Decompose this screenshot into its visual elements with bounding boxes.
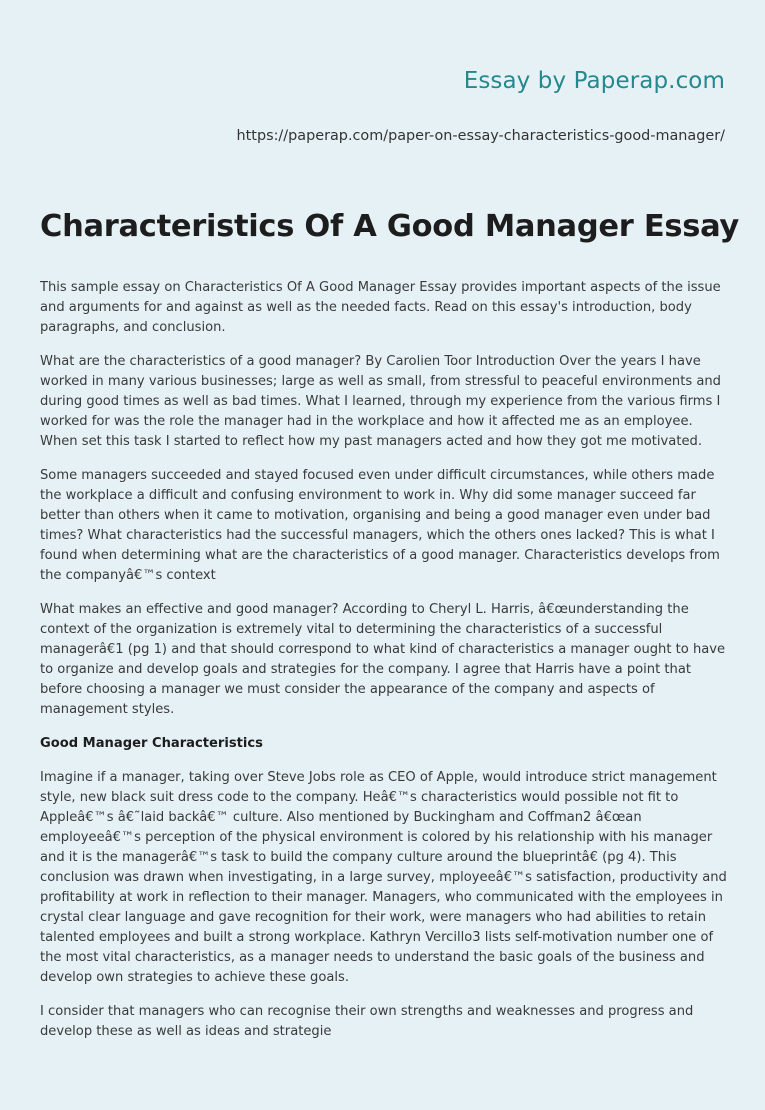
article-body xyxy=(40,278,730,1056)
body-paragraph: Imagine if a manager, taking over Steve Jobs role as CEO of Apple, would introduce strict management style, new black suit dress code to the company. Heâ€™s characteristics would possible not fit to Appleâ€™s â€˜laid backâ€™ culture. Also mentioned by Buckingham and Coffman2 â€œan employeeâ€™s perception of the physical environment is colored by his relationship with his manager and it is the managerâ€™s task to build the company culture around the blueprintâ€ (pg 4). This conclusion was drawn when investigating, in a large survey, mployeeâ€™s satisfaction, productivity and profitability at work in reflection to their manager. Managers, who communicated with the employees in crystal clear language and gave recognition for their work, were managers who had abilities to retain talented employees and built a strong workplace. Kathryn Vercillo3 lists self-motivation number one of the most vital characteristics, as a manager needs to understand the basic goals of the business and develop own strategies to achieve these goals. xyxy=(40,770,727,985)
site-brand[interactable]: Essay by Paperap.com xyxy=(463,68,725,94)
section-heading: Good Manager Characteristics xyxy=(40,736,263,751)
body-paragraph: What makes an effective and good manager? According to Cheryl L. Harris, â€œunderstanding the context of the organization is extremely vital to determining the characteristics of a successful managerâ€1 (pg 1) and that should correspond to what kind of characteristics a manager ought to have to organize and develop goals and strategies for the company. I agree that Harris have a point that before choosing a manager we must consider the appearance of the company and aspects of management styles. xyxy=(40,602,726,717)
page-title: Characteristics Of A Good Manager Essay xyxy=(40,209,739,244)
body-paragraph: I consider that managers who can recognise their own strengths and weaknesses and progress and develop these as well as ideas and strategie xyxy=(40,1004,694,1039)
body-paragraph: What are the characteristics of a good manager? By Carolien Toor Introduction Over the years I have worked in many various businesses; large as well as small, from stressful to peaceful environments and during good times as well as bad times. What I learned, through my experience from the various firms I worked for was the role the manager had in the workplace and how it affected me as an employee. When set this task I started to reflect how my past managers acted and how they got me motivated. xyxy=(40,354,721,449)
page-url[interactable]: https://paperap.com/paper-on-essay-characteristics-good-manager/ xyxy=(236,128,725,144)
body-paragraph: Some managers succeeded and stayed focused even under difficult circumstances, while others made the workplace a difficult and confusing environment to work in. Why did some manager succeed far better than others when it came to motivation, organising and being a good manager even under bad times? What characteristics had the successful managers, which the others ones lacked? This is what I found when determining what are the characteristics of a good manager. Characteristics develops from the companyâ€™s context xyxy=(40,468,720,583)
intro-paragraph: This sample essay on Characteristics Of A Good Manager Essay provides important aspects of the issue and arguments for and against as well as the needed facts. Read on this essay's introduction, body paragraphs, and conclusion. xyxy=(40,280,721,335)
